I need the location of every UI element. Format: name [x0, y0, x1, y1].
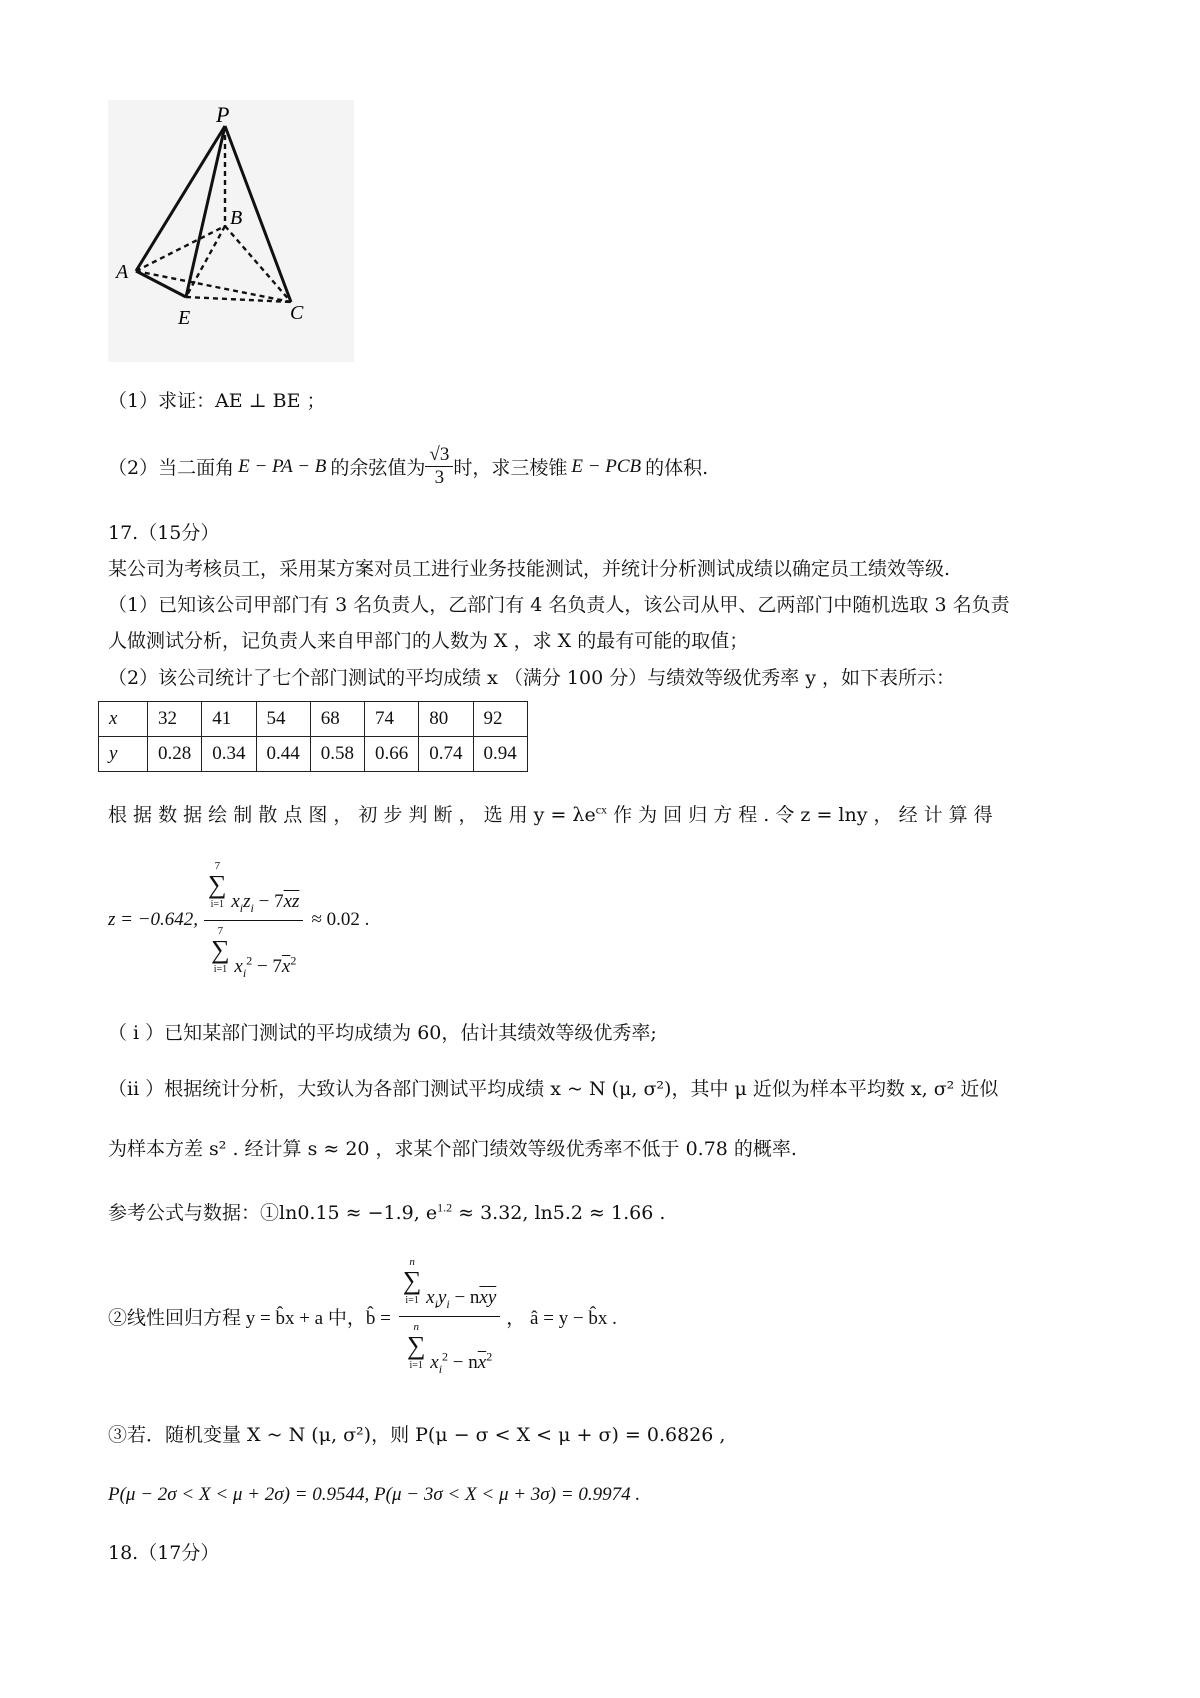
reference-1-tail: ≈ 3.32, ln5.2 ≈ 1.66 .	[452, 1202, 666, 1224]
num-x: x	[231, 891, 240, 912]
sum-lower: i=1	[213, 963, 228, 975]
sum-upper: 7	[214, 860, 221, 872]
data-table	[98, 701, 528, 772]
ahat-formula: ， â = y − b̂x .	[506, 1307, 617, 1329]
table-header-y: y	[99, 737, 148, 772]
q17-intro: 某公司为考核员工，采用某方案对员工进行业务技能测试，并统计分析测试成绩以确定员工绩效等级.	[108, 558, 951, 580]
slope-numerator: 7 ∑ i=1 $x_iz_i - 7\overline{x}\overline{z}$	[208, 860, 300, 915]
table-cell: 0.74	[419, 737, 473, 772]
table-cell: 0.28	[148, 737, 202, 772]
label-p: P	[216, 102, 230, 127]
label-b: B	[230, 207, 243, 229]
q16-part2-mid: 的余弦值为	[330, 457, 426, 479]
fraction-numerator: √3	[429, 444, 450, 465]
reference-1	[108, 1198, 665, 1225]
q16-part2	[108, 444, 708, 489]
regression-line	[108, 800, 993, 827]
bhat-numerator: n ∑ i=1 $x_iy_i - n\overline{x}\overline{y}$	[402, 1256, 497, 1311]
slope-denominator: 7 ∑ i=1 $x_i^2 - 7\overline{x}^2$	[204, 920, 303, 981]
label-c: C	[290, 302, 304, 324]
table-row-y	[99, 737, 528, 772]
label-a: A	[116, 261, 129, 283]
table-cell: 0.94	[473, 737, 527, 772]
sum-symbol	[211, 925, 230, 975]
reference-2	[108, 1256, 617, 1377]
bhat-denominator: n ∑ i=1 $x_i^2 - n\overline{x}^2$	[399, 1316, 500, 1377]
sigma-icon: ∑	[402, 1266, 422, 1295]
sum-lower: i=1	[405, 1295, 419, 1306]
approx-value: ≈ 0.02 .	[311, 909, 370, 931]
q17-subpart-i: （ i ）已知某部门测试的平均成绩为 60，估计其绩效等级优秀率;	[108, 1022, 657, 1044]
q18-header: 18.（17分）	[108, 1542, 220, 1564]
table-cell: 0.44	[256, 737, 310, 772]
sum-symbol	[403, 1256, 422, 1306]
q16-part2-suffix: 时，求三棱锥	[453, 457, 568, 479]
table-cell: 68	[310, 702, 364, 737]
table-cell: 80	[419, 702, 473, 737]
q17-header: 17.（15分）	[108, 522, 220, 544]
den-tail: − n	[448, 1351, 478, 1373]
q17-part1-line2: 人做测试分析，记负责人来自甲部门的人数为 X ，求 X 的最有可能的取值；	[108, 630, 749, 652]
num-x: x	[426, 1287, 435, 1308]
q17-part2-line: （2）该公司统计了七个部门测试的平均成绩 x （满分 100 分）与绩效等级优秀率 y ，如下表所示：	[108, 667, 956, 689]
label-e: E	[178, 307, 191, 329]
q16-part2-angle: E − PA − B	[238, 455, 327, 477]
q16-part1: （1）求证：AE ⊥ BE ；	[108, 390, 326, 412]
reference-3a: ③若．随机变量 X ~ N (μ, σ²)，则 P(μ − σ < X < μ + σ) = 0.6826 ,	[108, 1424, 726, 1446]
sum-upper: n	[413, 1320, 419, 1333]
table-cell: 0.34	[202, 737, 256, 772]
sum-symbol	[407, 1321, 426, 1371]
q16-part2-end: 的体积.	[645, 457, 709, 479]
slope-fraction	[204, 860, 303, 981]
table-cell: 74	[365, 702, 419, 737]
q16-part2-fraction	[425, 444, 453, 489]
regression-exponent: cx	[595, 802, 608, 817]
sum-lower: i=1	[210, 899, 225, 910]
zbar-formula	[108, 860, 369, 981]
q17-subpart-ii-a: （ii ）根据统计分析，大致认为各部门测试平均成绩 x ~ N (μ, σ²)，其中 μ 近似为样本平均数 x, σ² 近似	[108, 1078, 999, 1100]
table-cell: 32	[148, 702, 202, 737]
pyramid-figure	[108, 100, 354, 362]
q17-part1-line1: （1）已知该公司甲部门有 3 名负责人，乙部门有 4 名负责人，该公司从甲、乙两部门中随机选取 3 名负责	[108, 594, 1010, 616]
sum-lower: i=1	[409, 1359, 423, 1371]
bhat-fraction	[399, 1256, 500, 1377]
table-cell: 41	[202, 702, 256, 737]
reference-1-text: 参考公式与数据：①ln0.15 ≈ −1.9, e	[108, 1202, 438, 1224]
q16-part2-prefix: （2）当二面角	[108, 457, 235, 479]
sum-upper: n	[409, 1256, 415, 1268]
fraction-denominator: 3	[425, 466, 453, 489]
reference-2-prefix: ②线性回归方程 y = b̂x + a 中，b̂ =	[108, 1307, 391, 1329]
table-cell: 92	[473, 702, 527, 737]
sigma-icon: ∑	[211, 934, 230, 964]
reference-3b: P(μ − 2σ < X < μ + 2σ) = 0.9544, P(μ − 3σ < X < μ + 3σ) = 0.9974 .	[108, 1484, 641, 1505]
num-tail: − n	[449, 1287, 480, 1308]
zbar-equation: z = −0.642,	[108, 909, 199, 931]
den-tail: − 7	[252, 955, 282, 977]
sum-upper: 7	[217, 924, 224, 937]
table-cell: 0.58	[310, 737, 364, 772]
sum-symbol	[208, 860, 227, 910]
q17-subpart-ii-b: 为样本方差 s² . 经计算 s ≈ 20 ，求某个部门绩效等级优秀率不低于 0.78 的概率.	[108, 1138, 797, 1160]
q16-part2-pyramid: E − PCB	[571, 455, 642, 477]
regression-text-b: 作 为 回 归 方 程 . 令 z = lny ， 经 计 算 得	[607, 804, 993, 826]
sigma-icon: ∑	[406, 1330, 426, 1360]
regression-text-a: 根 据 数 据 绘 制 散 点 图 ， 初 步 判 断 ， 选 用 y = λe	[108, 804, 596, 826]
table-cell: 0.66	[365, 737, 419, 772]
table-header-x: x	[99, 702, 148, 737]
reference-1-exponent: 1.2	[437, 1200, 453, 1215]
table-cell: 54	[256, 702, 310, 737]
sigma-icon: ∑	[208, 870, 227, 899]
num-tail: − 7	[253, 891, 284, 912]
table-row-x	[99, 702, 528, 737]
